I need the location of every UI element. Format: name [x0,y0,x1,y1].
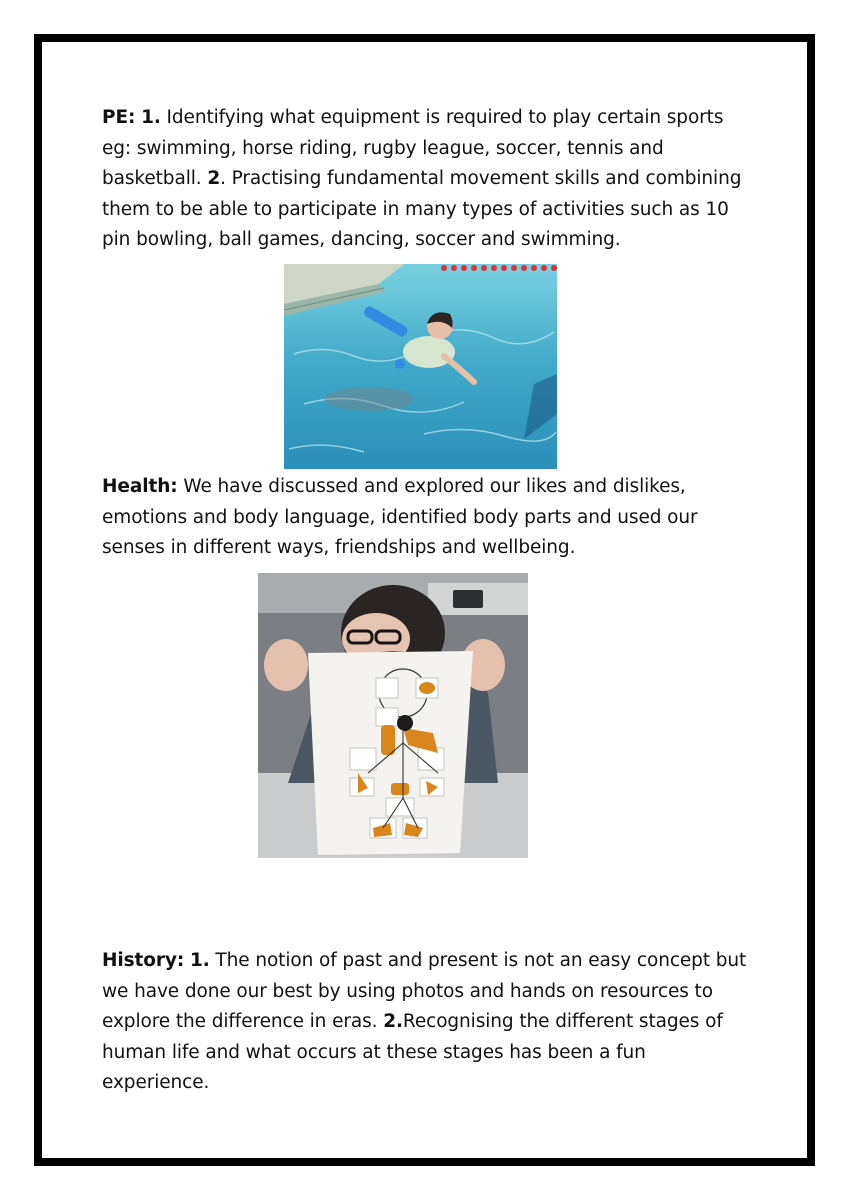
body-parts-illustration [258,573,528,858]
history-paragraph [102,946,752,1099]
history-heading: History: [102,950,185,971]
health-paragraph [102,472,752,564]
history-item1-number: 1. [189,950,210,971]
body-parts-worksheet-photo [258,573,528,858]
history-item2-number: 2. [383,1011,403,1032]
health-heading: Health: [102,476,178,497]
swimming-pool-illustration [284,264,557,469]
history-item1-text: The notion of past and present is not an easy concept but we have done our best by using photos and hands on resources to explore the difference in eras. [102,950,747,1032]
pe-item2-number: 2 [207,168,221,189]
pe-item1-text: Identifying what equipment is required to play certain sports eg: swimming, horse riding, rugby league, soccer, tennis and basketball. [102,107,724,189]
pe-heading: PE: [102,107,136,128]
pe-item1-number: 1. [141,107,161,128]
pe-item2-text: . Practising fundamental movement skills and combining them to be able to participate in many types of activities such as 10 pin bowling, ball games, dancing, soccer and swimming. [102,168,742,250]
pe-paragraph [102,103,752,256]
swimming-pool-photo [284,264,557,469]
health-text: We have discussed and explored our likes and dislikes, emotions and body language, identified body parts and used our senses in different ways, friendships and wellbeing. [102,476,698,558]
history-item2-text: Recognising the different stages of human life and what occurs at these stages has been a fun experience. [102,1011,723,1093]
